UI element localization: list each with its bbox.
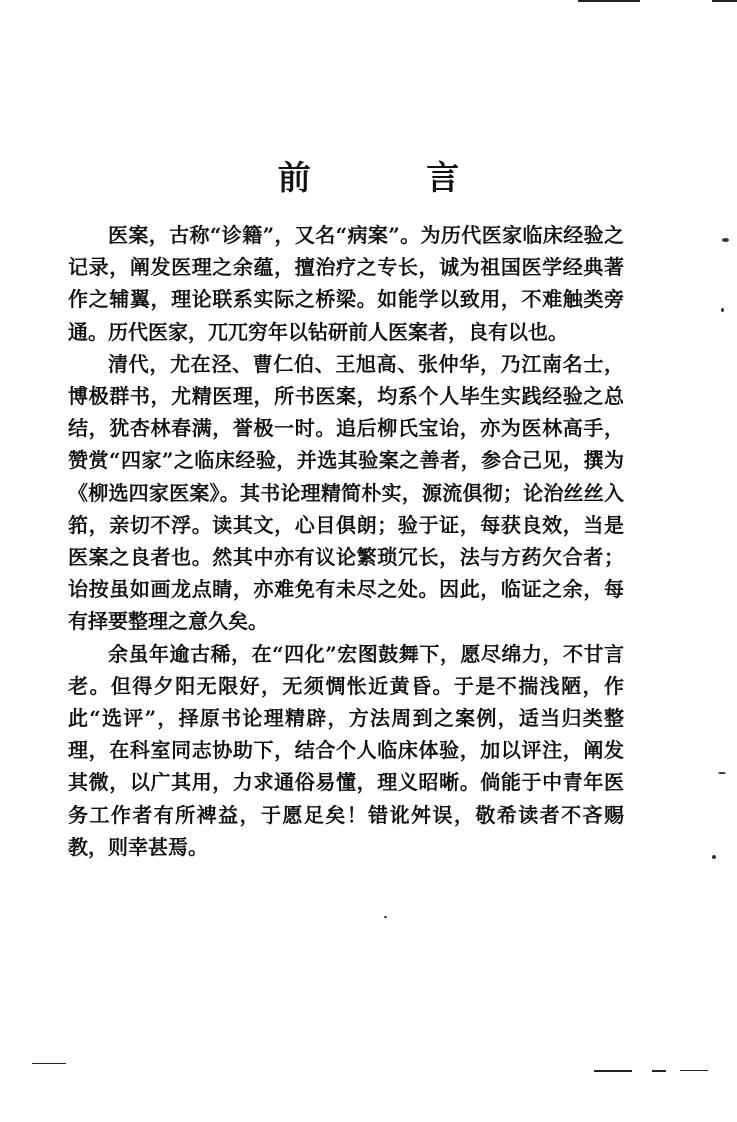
scan-edge-mark-bottom-right bbox=[594, 1070, 632, 1072]
preface-body bbox=[68, 219, 624, 863]
scan-edge-mark-top-right bbox=[712, 0, 737, 2]
scan-speck bbox=[721, 308, 724, 312]
scan-speck bbox=[722, 238, 729, 242]
page-title: 前 言 bbox=[277, 158, 512, 197]
scan-speck bbox=[712, 855, 716, 859]
paragraph-1: 医案，古称“诊籍”，又名“病案”。为历代医家临床经验之记录，阐发医理之余蕴，擅治疗之专长，诚为祖国医学经典著作之辅翼，理论联系实际之桥梁。如能学以致用，不难触类旁通。历代医家，兀兀穷年以钻研前人医案者，良有以也。 bbox=[68, 223, 624, 344]
scan-edge-mark-bottom-right bbox=[652, 1070, 666, 1072]
scan-speck bbox=[718, 772, 726, 774]
scan-speck bbox=[384, 916, 387, 918]
paragraph-3: 余虽年逾古稀，在“四化”宏图鼓舞下，愿尽绵力，不甘言老。但得夕阳无限好，无须惆怅近黄昏。于是不揣浅陋，作此“选评”，择原书论理精辟，方法周到之案例，适当归类整理，在科室同志协助下，结合个人临床体验，加以评注，阐发其微，以广其用，力求通俗易懂，理义昭晰。倘能于中青年医务工作者有所裨益，于愿足矣！错讹舛误，敬希读者不吝赐教，则幸甚焉。 bbox=[68, 641, 624, 859]
scan-edge-mark-top-left bbox=[578, 0, 640, 2]
paragraph-2: 清代，尤在泾、曹仁伯、王旭高、张仲华，乃江南名士，博极群书，尤精医理，所书医案，均系个人毕生实践经验之总结，犹杏林春满，誉极一时。追后柳氏宝诒，亦为医林高手，赞赏“四家”之临床经验，并选其验案之善者，参合己见，撰为《柳选四家医案》。其书论理精简朴实，源流俱彻；论治丝丝入筘，亲切不浮。读其文，心目俱朗；验于证，每获良效，当是医案之良者也。然其中亦有议论繁琐冗长，法与方药欠合者；诒按虽如画龙点睛，亦难免有未尽之处。因此，临证之余，每有择要整理之意久矣。 bbox=[68, 351, 624, 634]
scan-edge-mark-bottom-left bbox=[32, 1063, 66, 1064]
scan-edge-mark-bottom-right bbox=[680, 1070, 708, 1071]
